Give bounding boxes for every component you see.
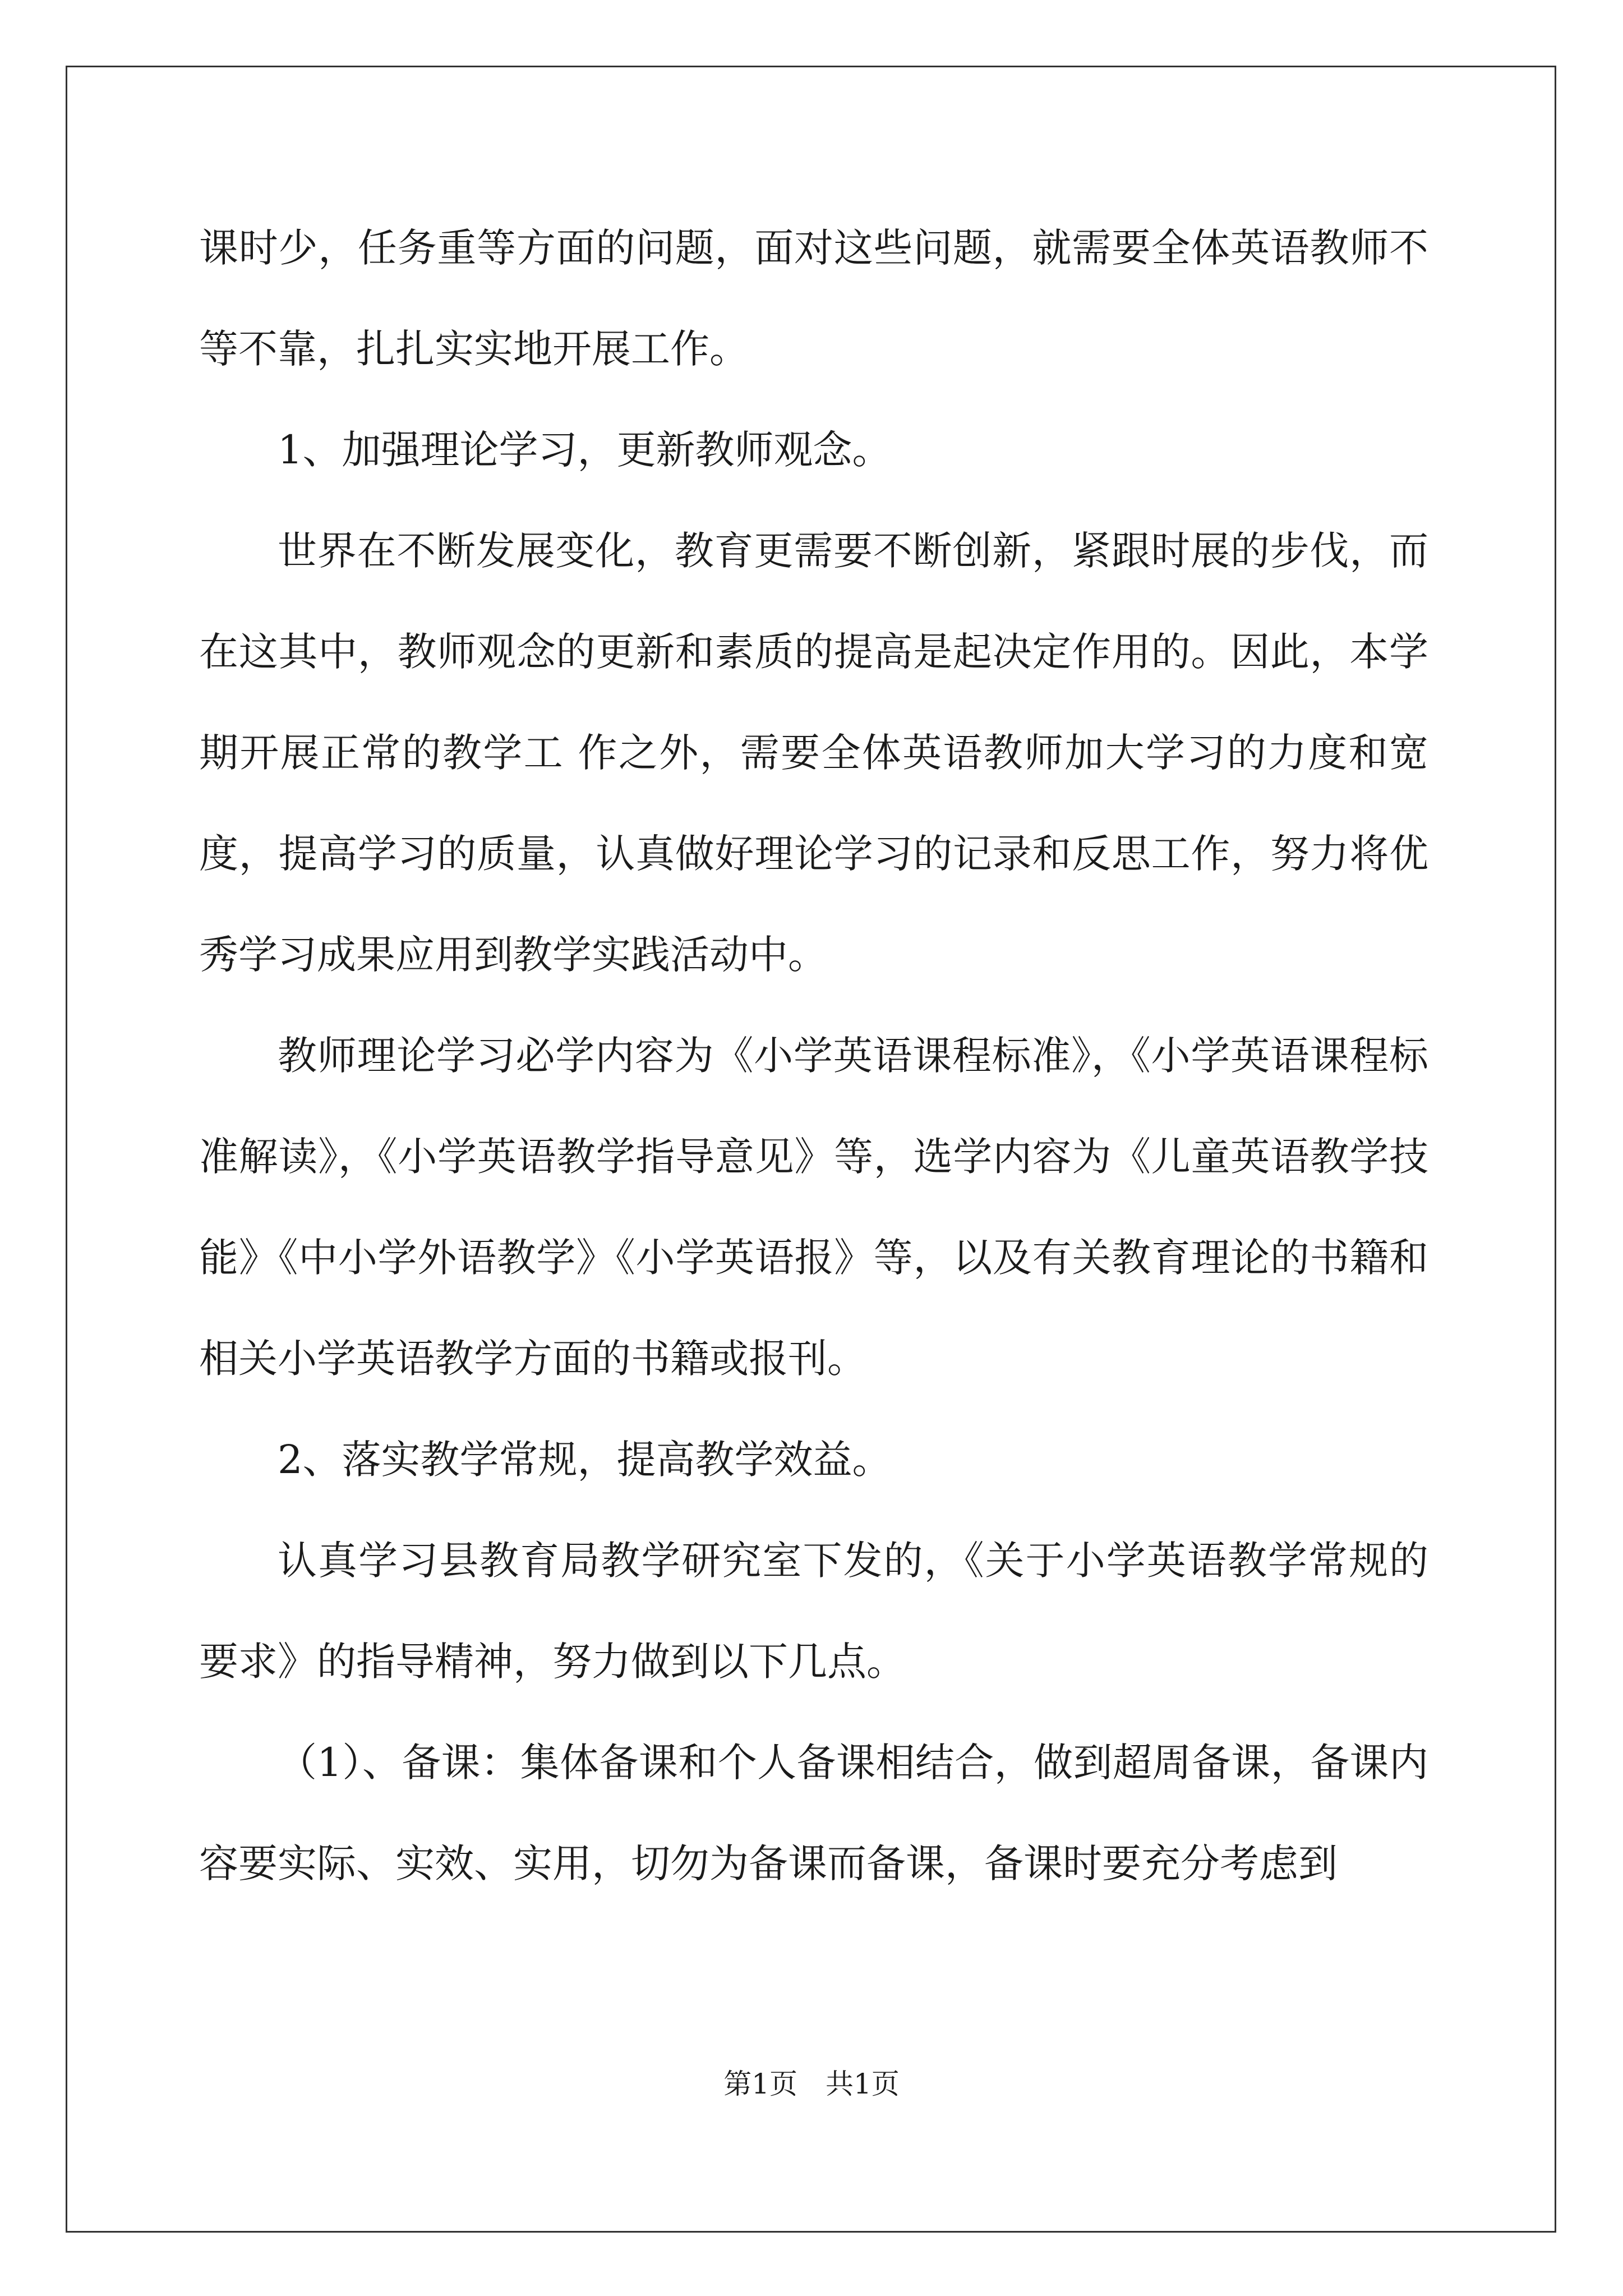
document-body: [199, 197, 1428, 1914]
paragraph-lesson-prep: （1）、备课：集体备课和个人备课相结合，做到超周备课，备课内容要实际、实效、实用，切勿为备课而备课，备课时要充分考虑到: [199, 1740, 1428, 1887]
paragraph-study-content: 教师理论学习必学内容为《小学英语课程标准》，《小学英语课程标准解读》，《小学英语教学指导意见》等，选学内容为《儿童英语教学技能》《中小学外语教学》《小学英语报》等，以及有关教育理论的书籍和相关小学英语教学方面的书籍或报刊。: [199, 1033, 1428, 1382]
paragraph-teaching-requirements: 认真学习县教育局教学研究室下发的，《关于小学英语教学常规的要求》的指导精神，努力做到以下几点。: [199, 1538, 1428, 1685]
section-heading-1: 1、加强理论学习，更新教师观念。: [278, 427, 892, 473]
paragraph-world-development: 世界在不断发展变化，教育更需要不断创新，紧跟时展的步伐，而在这其中，教师观念的更新和素质的提高是起决定作用的。因此，本学期开展正常的教学工 作之外，需要全体英语教师加大学习的力度和宽度，提高学习的质量，认真做好理论学习的记录和反思工作，努力将优秀学习成果应用到教学实践活动中。: [199, 528, 1428, 978]
paragraph-continuation: 课时少，任务重等方面的问题，面对这些问题，就需要全体英语教师不等不靠，扎扎实实地开展工作。: [199, 225, 1428, 372]
page-number-footer: 第1页 共1页: [723, 2068, 900, 2100]
section-heading-2: 2、落实教学常规，提高教学效益。: [278, 1437, 892, 1483]
